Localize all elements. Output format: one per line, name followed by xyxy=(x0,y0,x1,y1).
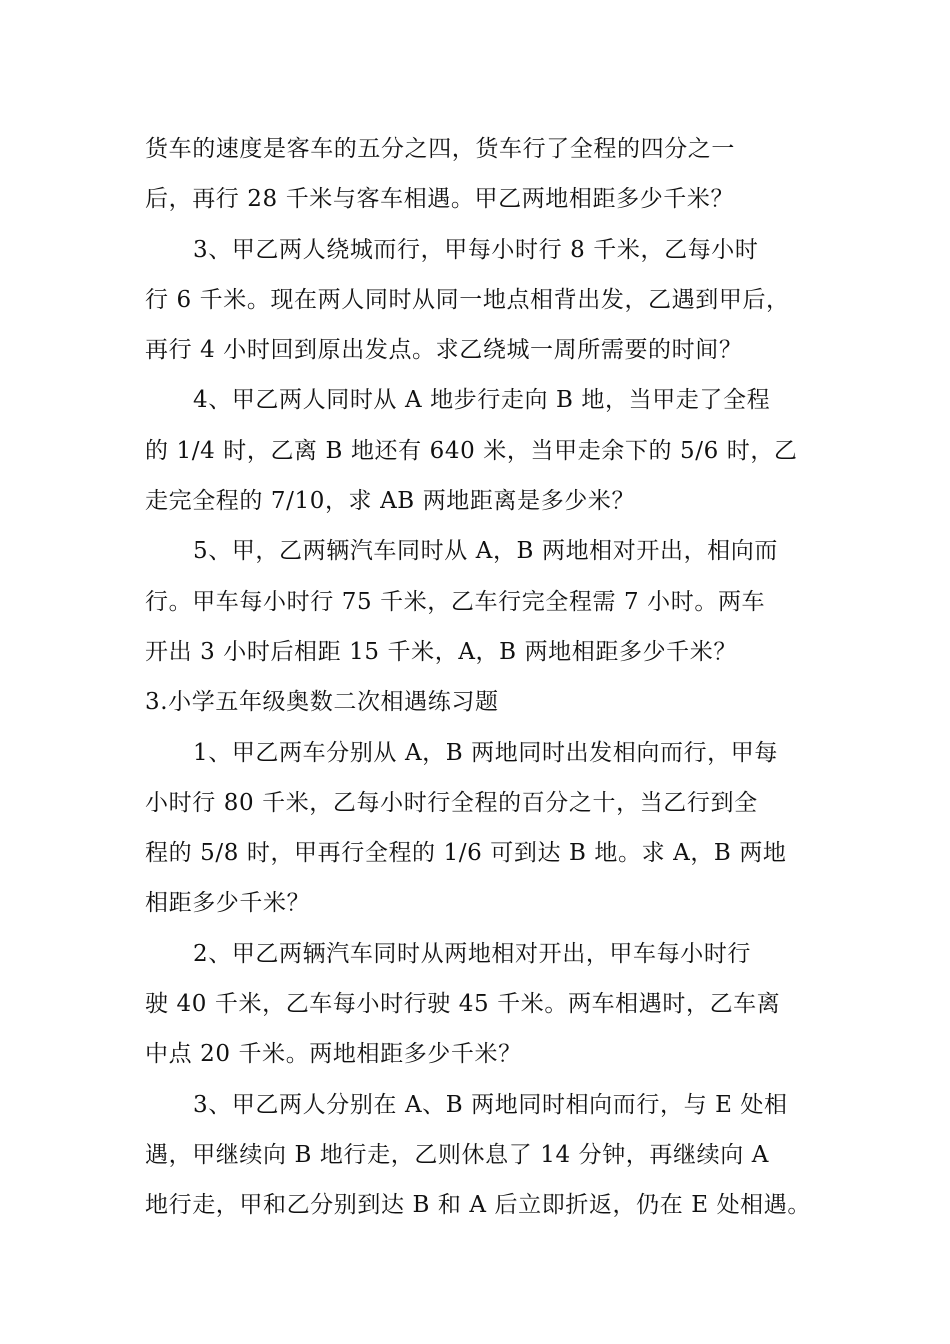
text-line: 后，再行 28 千米与客车相遇。甲乙两地相距多少千米？ xyxy=(145,186,735,213)
text-line: 行 6 千米。现在两人同时从同一地点相背出发，乙遇到甲后， xyxy=(145,286,790,313)
text-line: 行。甲车每小时行 75 千米，乙车行完全程需 7 小时。两车 xyxy=(145,588,766,615)
text-line: 货车的速度是客车的五分之四，货车行了全程的四分之一 xyxy=(145,136,735,162)
text-line: 中点 20 千米。两地相距多少千米？ xyxy=(145,1041,522,1068)
question-line: 3、甲乙两人分别在 A、B 两地同时相向而行，与 E 处相 xyxy=(193,1091,788,1118)
text-line: 走完全程的 7/10，求 AB 两地距离是多少米？ xyxy=(145,488,636,515)
text-line: 开出 3 小时后相距 15 千米，A，B 两地相距多少千米？ xyxy=(145,638,737,665)
section-heading: 3.小学五年级奥数二次相遇练习题 xyxy=(145,689,499,716)
text-line: 再行 4 小时回到原出发点。求乙绕城一周所需要的时间？ xyxy=(145,337,743,364)
text-line: 的 1/4 时，乙离 B 地还有 640 米，当甲走余下的 5/6 时，乙 xyxy=(145,437,798,464)
question-line: 2、甲乙两辆汽车同时从两地相对开出，甲车每小时行 xyxy=(193,940,752,967)
text-line: 地行走，甲和乙分别到达 B 和 A 后立即折返，仍在 E 处相遇。 xyxy=(145,1192,811,1219)
question-line: 5、甲，乙两辆汽车同时从 A，B 两地相对开出，相向而 xyxy=(193,538,778,565)
document-body xyxy=(145,124,825,1231)
text-line: 小时行 80 千米，乙每小时行全程的百分之十，当乙行到全 xyxy=(145,789,758,816)
text-line: 驶 40 千米，乙车每小时行驶 45 千米。两车相遇时，乙车离 xyxy=(145,991,781,1018)
question-line: 1、甲乙两车分别从 A，B 两地同时出发相向而行，甲每 xyxy=(193,739,778,766)
question-line: 3、甲乙两人绕城而行，甲每小时行 8 千米，乙每小时 xyxy=(193,236,759,263)
text-line: 遇，甲继续向 B 地行走，乙则休息了 14 分钟，再继续向 A xyxy=(145,1141,769,1168)
text-line: 程的 5/8 时，甲再行全程的 1/6 可到达 B 地。求 A，B 两地 xyxy=(145,840,787,867)
question-line: 4、甲乙两人同时从 A 地步行走向 B 地，当甲走了全程 xyxy=(193,387,771,414)
text-line: 相距多少千米？ xyxy=(145,890,311,917)
